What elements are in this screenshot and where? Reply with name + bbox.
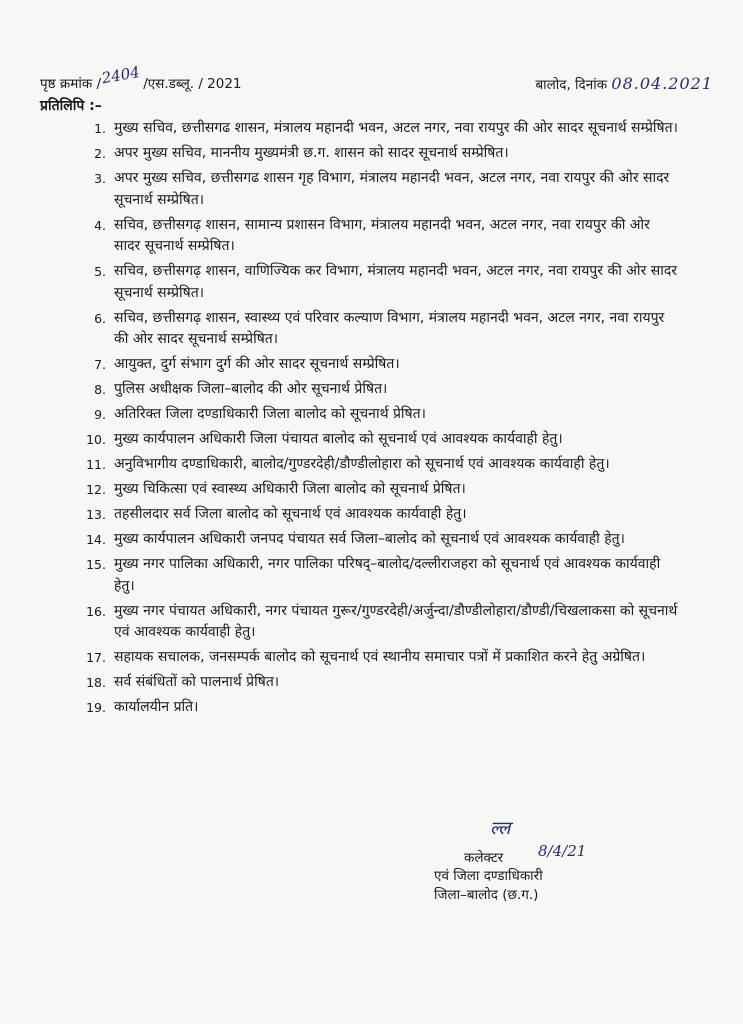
list-item-text: मुख्य नगर पालिका अधिकारी, नगर पालिका परिषद्–बालोद/दल्लीराजहरा को सूचनार्थ एवं आवश्यक कार्यवाही हेतु। [114,556,661,594]
list-item [40,118,680,140]
list-item [40,504,680,526]
list-item-number: 6. [94,310,106,326]
ref-prefix: पृष्ठ क्रमांक / [40,76,102,92]
ref-number-handwritten: 2404 [100,62,142,88]
signatory-title: कलेक्टर [464,850,504,866]
list-item-number: 16. [86,603,106,619]
header-row [40,62,721,98]
date-handwritten: 08.04.2021 [611,74,713,93]
list-item-number: 4. [94,217,106,233]
list-item [40,354,680,376]
list-item [40,379,680,401]
list-item-text: अपर मुख्य सचिव, छत्तीसगढ शासन गृह विभाग, मंत्रालय महानदी भवन, अटल नगर, नवा रायपुर की ओर सादर सूचनार्थ सम्प्रेषित। [114,170,670,208]
list-item-text: अपर मुख्य सचिव, माननीय मुख्यमंत्री छ.ग. शासन को सादर सूचनार्थ सम्प्रेषित। [114,145,509,161]
place-date-label: बालोद, दिनांक [535,77,608,93]
list-item [40,168,680,211]
list-item [40,479,680,501]
list-item-text: मुख्य नगर पंचायत अधिकारी, नगर पंचायत गुरूर/गुण्डरदेही/अर्जुन्दा/डौण्डीलोहारा/डौण्डी/चिखलाकसा को सूचनार्थ एवं आवश्यक कार्यवाही हेतु। [114,602,678,640]
ref-suffix: /एस.डब्लू. / 2021 [143,76,242,92]
list-item [40,143,680,165]
list-item-text: सर्व संबंधितों को पालनार्थ प्रेषित। [114,674,280,690]
copy-to-heading: प्रतिलिपि :– [40,98,102,114]
list-item-text: मुख्य सचिव, छत्तीसगढ शासन, मंत्रालय महानदी भवन, अटल नगर, नवा रायपुर की ओर सादर सूचनार्थ सम्प्रेषित। [114,120,678,136]
list-item-number: 10. [86,432,106,447]
list-item-number: 19. [86,700,106,715]
list-item-text: तहसीलदार सर्व जिला बालोद को सूचनार्थ एवं आवश्यक कार्यवाही हेतु। [114,506,467,522]
list-item [40,261,680,304]
list-item [40,672,680,694]
signature-block [420,816,620,916]
list-item [40,554,680,597]
list-item-text: अतिरिक्त जिला दण्डाधिकारी जिला बालोद को सूचनार्थ प्रेषित। [114,406,426,422]
distribution-list [40,118,680,722]
list-item [40,529,680,551]
list-item-number: 14. [86,532,106,547]
list-item-text: कार्यालयीन प्रति। [114,699,199,715]
list-item-text: सहायक सचालक, जनसम्पर्क बालोद को सूचनार्थ एवं स्थानीय समाचार पत्रों में प्रकाशित करने हेतु अग्रेषित। [114,649,646,665]
list-item-text: सचिव, छत्तीसगढ़ शासन, स्वास्थ्य एवं परिवार कल्याण विभाग, मंत्रालय महानदी भवन, अटल नगर, नवा रायपुर की ओर सादर सूचनार्थ सम्प्रेषित। [114,309,665,347]
list-item-text: पुलिस अधीक्षक जिला–बालोद की ओर सूचनार्थ प्रेषित। [114,381,388,397]
reference-number [40,62,242,92]
list-item [40,454,680,476]
list-item-text: मुख्य कार्यपालन अधिकारी जिला पंचायत बालोद को सूचनार्थ एवं आवश्यक कार्यवाही हेतु। [114,431,563,447]
list-item-number: 17. [86,650,106,665]
list-item-text: अनुविभागीय दण्डाधिकारी, बालोद/गुण्डरदेही/डौण्डीलोहारा को सूचनार्थ एवं आवश्यक कार्यवाही हेतु। [114,456,610,472]
list-item [40,429,680,451]
list-item [40,215,680,258]
list-item-text: सचिव, छत्तीसगढ़ शासन, वाणिज्यिक कर विभाग, मंत्रालय महानदी भवन, अटल नगर, नवा रायपुर की ओर सादर सूचनार्थ सम्प्रेषित। [114,263,678,301]
list-item-text: मुख्य कार्यपालन अधिकारी जनपद पंचायत सर्व जिला–बालोद को सूचनार्थ एवं आवश्यक कार्यवाही हेतु। [114,531,625,547]
list-item-number: 7. [94,357,106,372]
signatory-district: जिला–बालोद (छ.ग.) [434,887,539,903]
list-item-number: 1. [94,121,106,136]
list-item-number: 5. [94,264,106,279]
list-item-number: 3. [94,171,106,186]
list-item [40,697,680,719]
list-item-number: 11. [86,457,106,472]
list-item-number: 13. [86,507,106,522]
signatory-designation: एवं जिला दण्डाधिकारी [434,868,543,884]
list-item-number: 8. [94,382,106,397]
list-item-number: 2. [94,146,106,161]
list-item [40,601,680,644]
list-item-text: मुख्य चिकित्सा एवं स्वास्थ्य अधिकारी जिला बालोद को सूचनार्थ प्रेषित। [114,481,466,497]
list-item [40,404,680,426]
place-date [535,74,713,93]
list-item [40,647,680,669]
list-item-number: 18. [86,675,106,690]
list-item-number: 12. [86,482,106,497]
list-item-number: 15. [86,557,106,572]
list-item [40,308,680,351]
signature-date-handwritten: 8/4/21 [538,842,587,860]
signature-initials: ल्ल [490,818,511,839]
list-item-number: 9. [94,407,106,422]
list-item-text: सचिव, छत्तीसगढ़ शासन, सामान्य प्रशासन विभाग, मंत्रालय महानदी भवन, अटल नगर, नवा रायपुर की ओर सादर सूचनार्थ सम्प्रेषित। [114,216,650,254]
list-item-text: आयुक्त, दुर्ग संभाग दुर्ग की ओर सादर सूचनार्थ सम्प्रेषित। [114,356,400,372]
